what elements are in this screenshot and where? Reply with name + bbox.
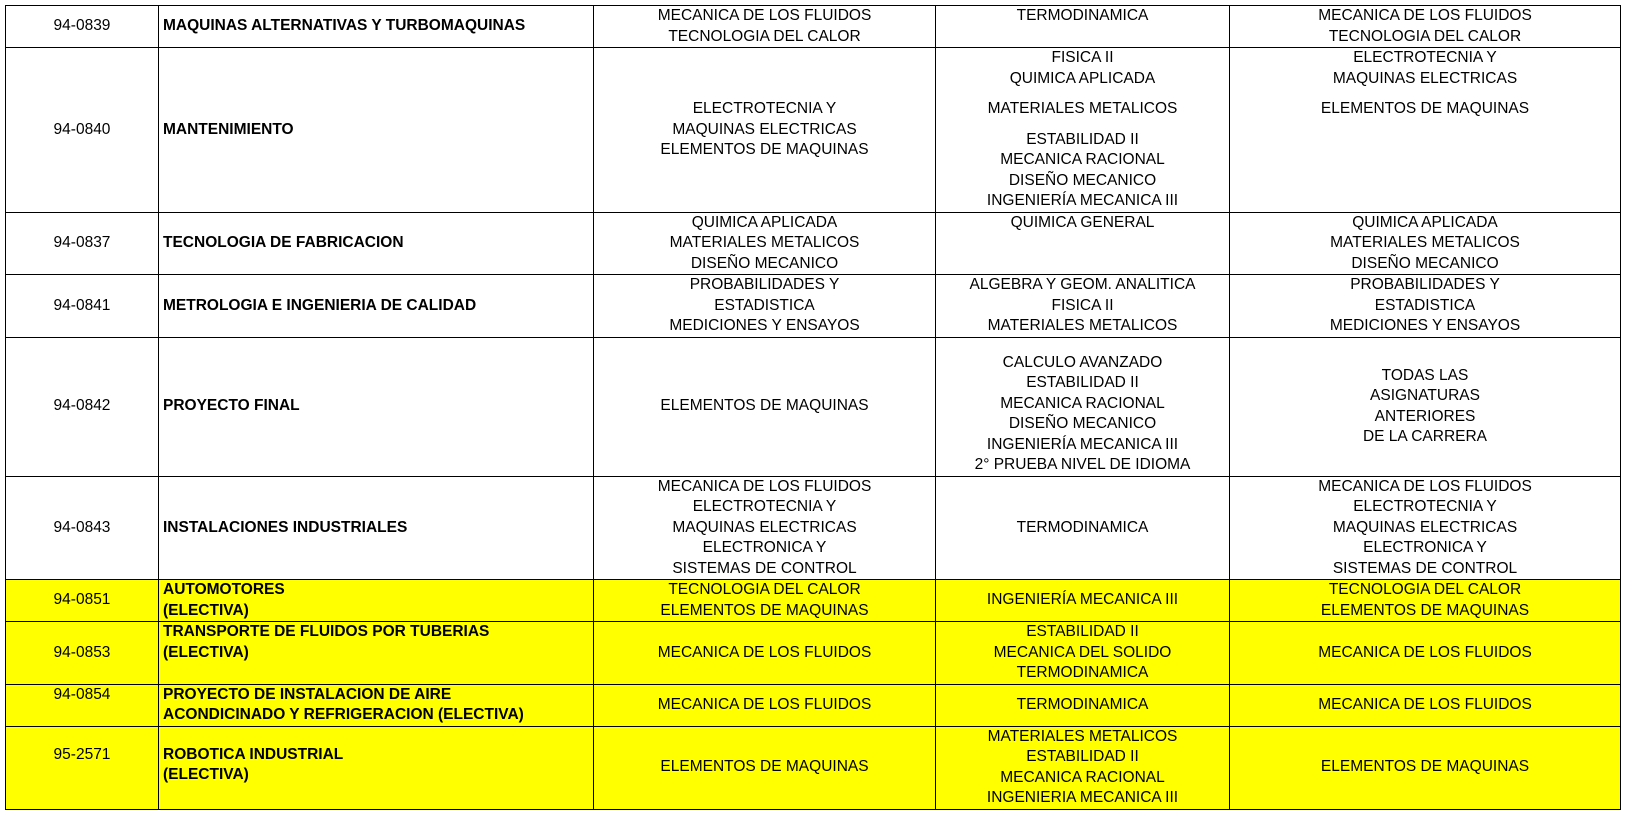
prereq-col1: MECANICA DE LOS FLUIDOS [594,622,936,685]
prereq-col1: MECANICA DE LOS FLUIDOS ELECTROTECNIA Y MAQUINAS ELECTRICAS ELECTRONICA Y SISTEMAS DE CONTROL [594,476,936,580]
subject-code: 94-0843 [6,476,159,580]
prereq-col1: MECANICA DE LOS FLUIDOS TECNOLOGIA DEL CALOR [594,6,936,48]
table-row [6,476,1621,580]
correlatividades-table [5,5,1621,810]
table-row [6,726,1621,809]
prereq-col3: MECANICA DE LOS FLUIDOS [1230,684,1621,726]
prereq-col3: PROBABILIDADES Y ESTADISTICA MEDICIONES Y ENSAYOS [1230,275,1621,338]
prereq-col2: INGENIERÍA MECANICA III [936,580,1230,622]
table-row [6,337,1621,476]
prereq-col3: TECNOLOGIA DEL CALOR ELEMENTOS DE MAQUINAS [1230,580,1621,622]
prereq-col1: ELECTROTECNIA Y MAQUINAS ELECTRICAS ELEMENTOS DE MAQUINAS [594,48,936,213]
prereq-col1: PROBABILIDADES Y ESTADISTICA MEDICIONES Y ENSAYOS [594,275,936,338]
prereq-col1: QUIMICA APLICADA MATERIALES METALICOS DISEÑO MECANICO [594,212,936,275]
prereq-col2-group-c: ESTABILIDAD II MECANICA RACIONAL DISEÑO MECANICO INGENIERÍA MECANICA III [986,130,1179,209]
subject-code: 94-0839 [6,6,159,48]
table-row [6,212,1621,275]
subject-code: 94-0837 [6,212,159,275]
prereq-col3: MECANICA DE LOS FLUIDOS [1230,622,1621,685]
prereq-col2 [936,48,1230,213]
subject-code: 94-0853 [6,622,159,685]
prereq-col2: ESTABILIDAD II MECANICA DEL SOLIDO TERMODINAMICA [936,622,1230,685]
prereq-col3: MECANICA DE LOS FLUIDOS TECNOLOGIA DEL CALOR [1230,6,1621,48]
subject-code: 94-0840 [6,48,159,213]
subject-name: MANTENIMIENTO [159,48,594,213]
subject-name: INSTALACIONES INDUSTRIALES [159,476,594,580]
subject-code: 94-0851 [6,580,159,622]
subject-name: PROYECTO FINAL [159,337,594,476]
prereq-col2-group-a: FISICA II QUIMICA APLICADA [1009,49,1156,87]
prereq-col3: ELEMENTOS DE MAQUINAS [1230,726,1621,809]
prereq-col3-group-b: ELEMENTOS DE MAQUINAS [1320,100,1530,117]
prereq-col2-group-b: MATERIALES METALICOS [987,100,1178,117]
subject-name: TRANSPORTE DE FLUIDOS POR TUBERIAS (ELECTIVA) [159,622,594,685]
prereq-col3: QUIMICA APLICADA MATERIALES METALICOS DISEÑO MECANICO [1230,212,1621,275]
prereq-col1: ELEMENTOS DE MAQUINAS [594,726,936,809]
subject-code: 94-0854 [6,684,159,726]
subject-name: AUTOMOTORES (ELECTIVA) [159,580,594,622]
subject-code: 94-0842 [6,337,159,476]
prereq-col2: TERMODINAMICA [936,684,1230,726]
prereq-col1: ELEMENTOS DE MAQUINAS [594,337,936,476]
subject-code: 94-0841 [6,275,159,338]
prereq-col2: CALCULO AVANZADO ESTABILIDAD II MECANICA RACIONAL DISEÑO MECANICO INGENIERÍA MECANICA III 2° PRUEBA NIVEL DE IDIOMA [936,337,1230,476]
subject-name: METROLOGIA E INGENIERIA DE CALIDAD [159,275,594,338]
subject-code: 95-2571 [6,726,159,809]
prereq-col2: ALGEBRA Y GEOM. ANALITICA FISICA II MATERIALES METALICOS [936,275,1230,338]
table-row [6,48,1621,213]
prereq-col2: QUIMICA GENERAL [936,212,1230,275]
subject-name: MAQUINAS ALTERNATIVAS Y TURBOMAQUINAS [159,6,594,48]
table-row [6,580,1621,622]
prereq-col3 [1230,48,1621,213]
prereq-col1: MECANICA DE LOS FLUIDOS [594,684,936,726]
prereq-col1: TECNOLOGIA DEL CALOR ELEMENTOS DE MAQUINAS [594,580,936,622]
prereq-col3: TODAS LAS ASIGNATURAS ANTERIORES DE LA CARRERA [1230,337,1621,476]
prereq-col2: TERMODINAMICA [936,6,1230,48]
table-row [6,275,1621,338]
prereq-col3-group-a: ELECTROTECNIA Y MAQUINAS ELECTRICAS [1332,49,1518,87]
table-row [6,622,1621,685]
table-row [6,684,1621,726]
subject-name: ROBOTICA INDUSTRIAL (ELECTIVA) [159,726,594,809]
prereq-col2: TERMODINAMICA [936,476,1230,580]
subject-name: PROYECTO DE INSTALACION DE AIRE ACONDICINADO Y REFRIGERACION (ELECTIVA) [159,684,594,726]
subject-name: TECNOLOGIA DE FABRICACION [159,212,594,275]
prereq-col2: MATERIALES METALICOS ESTABILIDAD II MECANICA RACIONAL INGENIERIA MECANICA III [936,726,1230,809]
prereq-col3: MECANICA DE LOS FLUIDOS ELECTROTECNIA Y MAQUINAS ELECTRICAS ELECTRONICA Y SISTEMAS DE CONTROL [1230,476,1621,580]
table-row [6,6,1621,48]
